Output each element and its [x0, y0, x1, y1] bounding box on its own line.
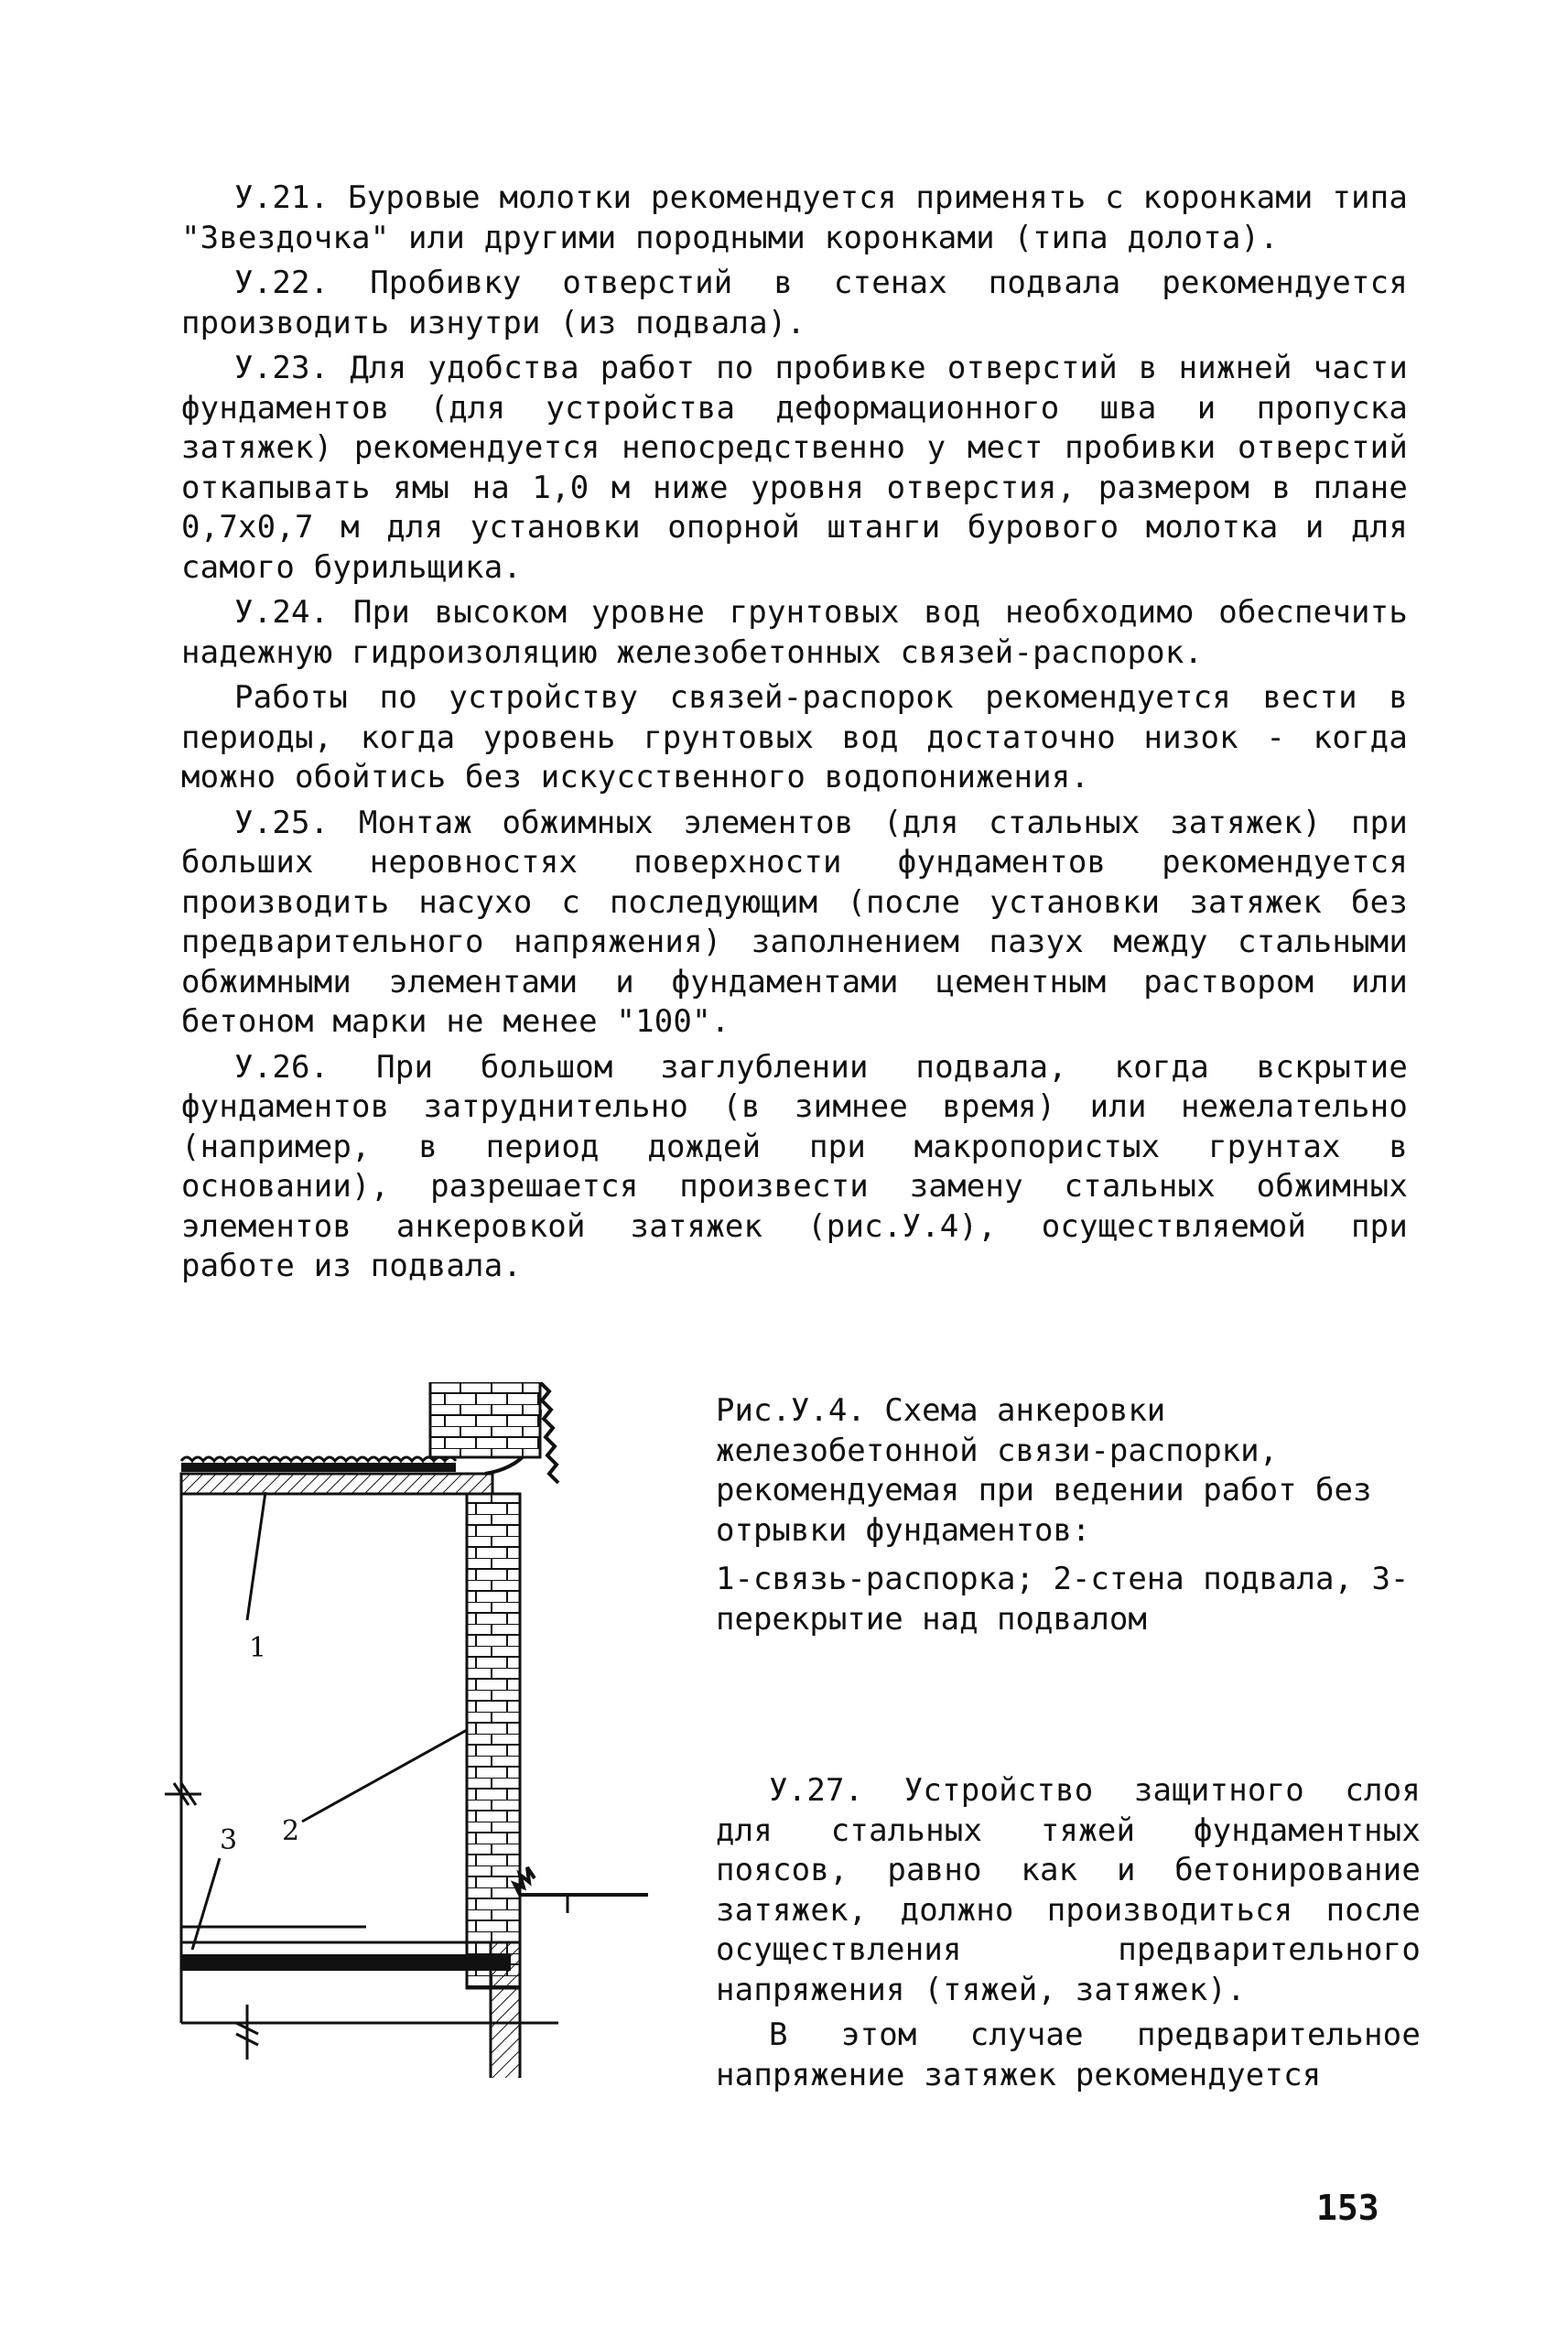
paragraph-u23: У.23. Для удобства работ по пробивке отверстий в нижней части фундаментов (для устройства деформационного шва и пропуска затяжек) рекомендуется непосредственно у мест пробивки отверстий откапывать ямы на 1,0 м ниже уровня отверстия, размером в плане 0,7x0,7 м для установки опорной штанги бурового молотка и для самого бурильщика. [181, 350, 1408, 586]
label-2: 2 [282, 1815, 300, 1847]
paragraph-u24: У.24. При высоком уровне грунтовых вод необходимо обеспечить надежную гидроизоляцию железобетонных связей-распорок. [181, 594, 1408, 671]
paragraph-u21: У.21. Буровые молотки рекомендуется применять с коронками типа "Звездочка" или другими породными коронками (типа долота). [181, 179, 1408, 256]
label-3: 3 [220, 1824, 238, 1856]
caption-legend: 1-связь-распорка; 2-стена подвала, 3-перекрытие над подвалом [716, 1561, 1410, 1638]
anchoring-scheme-figure [165, 1382, 659, 2078]
paragraph-u26: У.26. При большом заглублении подвала, когда вскрытие фундаментов затруднительно (в зимнее время) или нежелательно (например, в период дождей при макропористых грунтах в основании), разрешается произвести замену стальных обжимных элементов анкеровкой затяжек (рис.У.4), осуществляемой при работе из подвала. [181, 1048, 1408, 1284]
paragraph-u25: У.25. Монтаж обжимных элементов (для стальных затяжек) при больших неровностях поверхности фундаментов рекомендуется производить насухо с последующим (после установки затяжек без предварительного напряжения) заполнением пазух между стальными обжимными элементами и фундаментами цементным раствором или бетоном марки не менее "100". [181, 804, 1408, 1040]
paragraph-u24-continued: Работы по устройству связей-распорок рекомендуется вести в периоды, когда уровень грунтовых вод достаточно низок - когда можно обойтись без искусственного водопонижения. [181, 679, 1408, 795]
break-marks [165, 1783, 258, 2060]
paragraph-u27-continued: В этом случае предварительное напряжение затяжек рекомендуется [716, 2017, 1421, 2093]
upper-masonry [430, 1382, 540, 1457]
anchoring-strut [181, 1954, 511, 1971]
main-text-block [181, 178, 1408, 1292]
side-text-block [716, 1771, 1421, 2101]
leader-lines [192, 1492, 467, 1950]
paragraph-u27: У.27. Устройство защитного слоя для стальных тяжей фундаментных поясов, равно как и бетонирование затяжек, должно производиться после осуществления предварительного напряжения (тяжей, затяжек). [716, 1772, 1421, 2008]
figure-caption [716, 1391, 1430, 1649]
page-number: 153 [1316, 2188, 1379, 2228]
ground-surface [181, 1457, 456, 1472]
ground-right [514, 1867, 648, 1895]
paragraph-u22: У.22. Пробивку отверстий в стенах подвала рекомендуется производить изнутри (из подвала). [181, 265, 1408, 341]
basement-wall [467, 1494, 520, 1988]
label-1: 1 [249, 1632, 267, 1664]
caption-title: Рис.У.4. Схема анкеровки железобетонной связи-распорки, рекомендуемая при ведении работ без отрывки фундаментов: [716, 1392, 1372, 1549]
